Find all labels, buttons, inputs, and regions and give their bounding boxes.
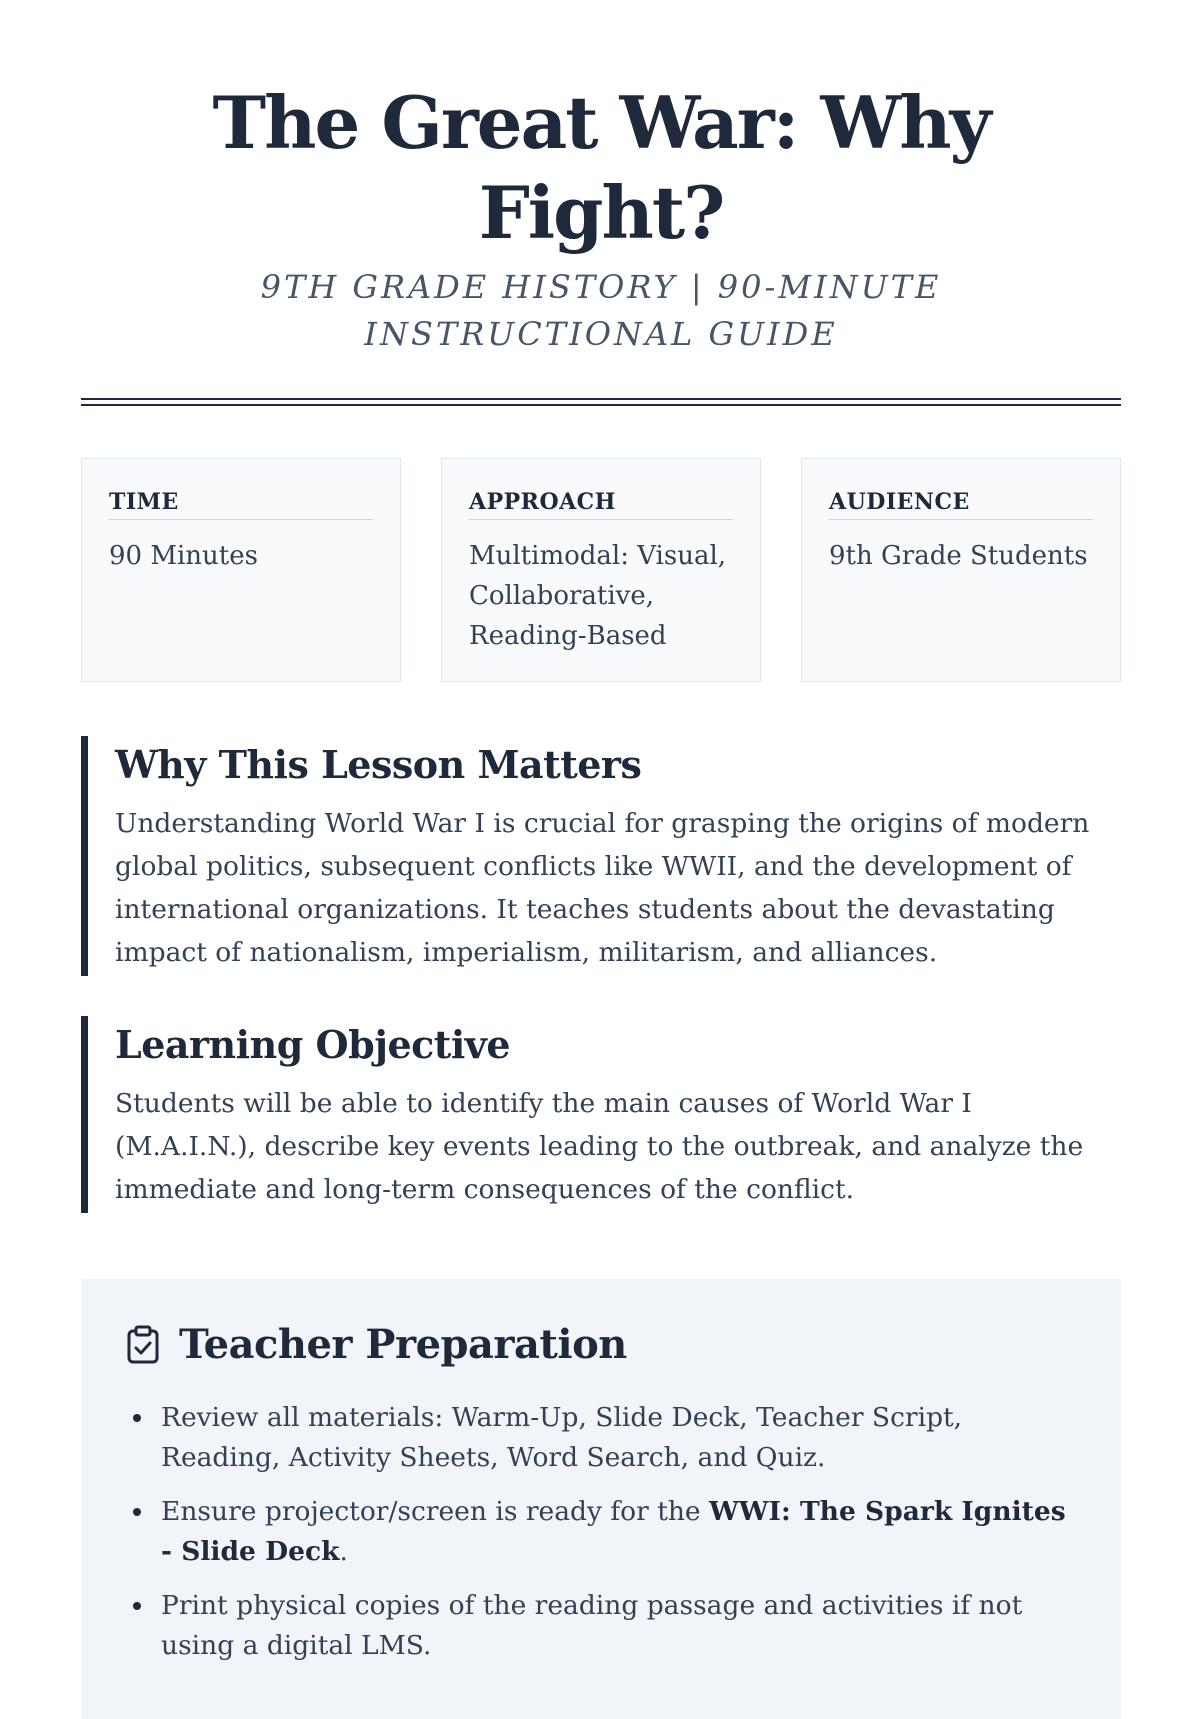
teacher-preparation-box [81, 1279, 1121, 1719]
objective-section [81, 1016, 1121, 1213]
meta-card-time [81, 458, 401, 682]
prep-header [125, 1321, 1077, 1368]
why-heading: Why This Lesson Matters [115, 742, 642, 787]
objective-body: Students will be able to identify the main causes of World War I (M.A.I.N.), describe key events leading to the outbreak, and analyze the immediate and long-term consequences of the conflict. [115, 1088, 1084, 1205]
prep-item-text: Ensure projector/screen is ready for the [161, 1496, 710, 1527]
meta-label: APPROACH [469, 489, 733, 520]
meta-value: 90 Minutes [109, 541, 258, 571]
meta-label: TIME [109, 489, 373, 520]
meta-value: 9th Grade Students [829, 541, 1088, 571]
prep-item-text: Print physical copies of the reading passage and activities if not using a digital LMS. [161, 1590, 1023, 1661]
header-divider [81, 398, 1121, 406]
objective-heading: Learning Objective [115, 1022, 511, 1067]
meta-card-approach [441, 458, 761, 682]
why-body: Understanding World War I is crucial for grasping the origins of modern global politics, subsequent conflicts like WWII, and the development of international organizations. It teaches students about the devastating impact of nationalism, imperialism, militarism, and alliances. [115, 808, 1090, 968]
clipboard-check-icon [125, 1325, 161, 1365]
prep-list [125, 1398, 1077, 1666]
prep-item-text: . [339, 1536, 348, 1567]
lesson-guide-page [81, 0, 1121, 1719]
page-title: The Great War: Why Fight? [212, 80, 990, 255]
prep-item-text: Review all materials: Warm-Up, Slide Deck, Teacher Script, Reading, Activity Sheets, Word Search, and Quiz. [161, 1402, 963, 1473]
why-section [81, 736, 1121, 976]
list-item [161, 1586, 1077, 1666]
prep-title: Teacher Preparation [179, 1321, 627, 1368]
page-subtitle: 9TH GRADE HISTORY | 90-MINUTE INSTRUCTIONAL GUIDE [260, 268, 942, 353]
meta-value: Multimodal: Visual, Collaborative, Reading-Based [469, 541, 727, 651]
list-item [161, 1398, 1077, 1478]
list-item [161, 1492, 1077, 1572]
meta-cards [81, 458, 1121, 682]
meta-label: AUDIENCE [829, 489, 1093, 520]
meta-card-audience [801, 458, 1121, 682]
slide-deck-name: WWI: The Spark Ignites - Slide Deck [161, 1496, 1066, 1567]
